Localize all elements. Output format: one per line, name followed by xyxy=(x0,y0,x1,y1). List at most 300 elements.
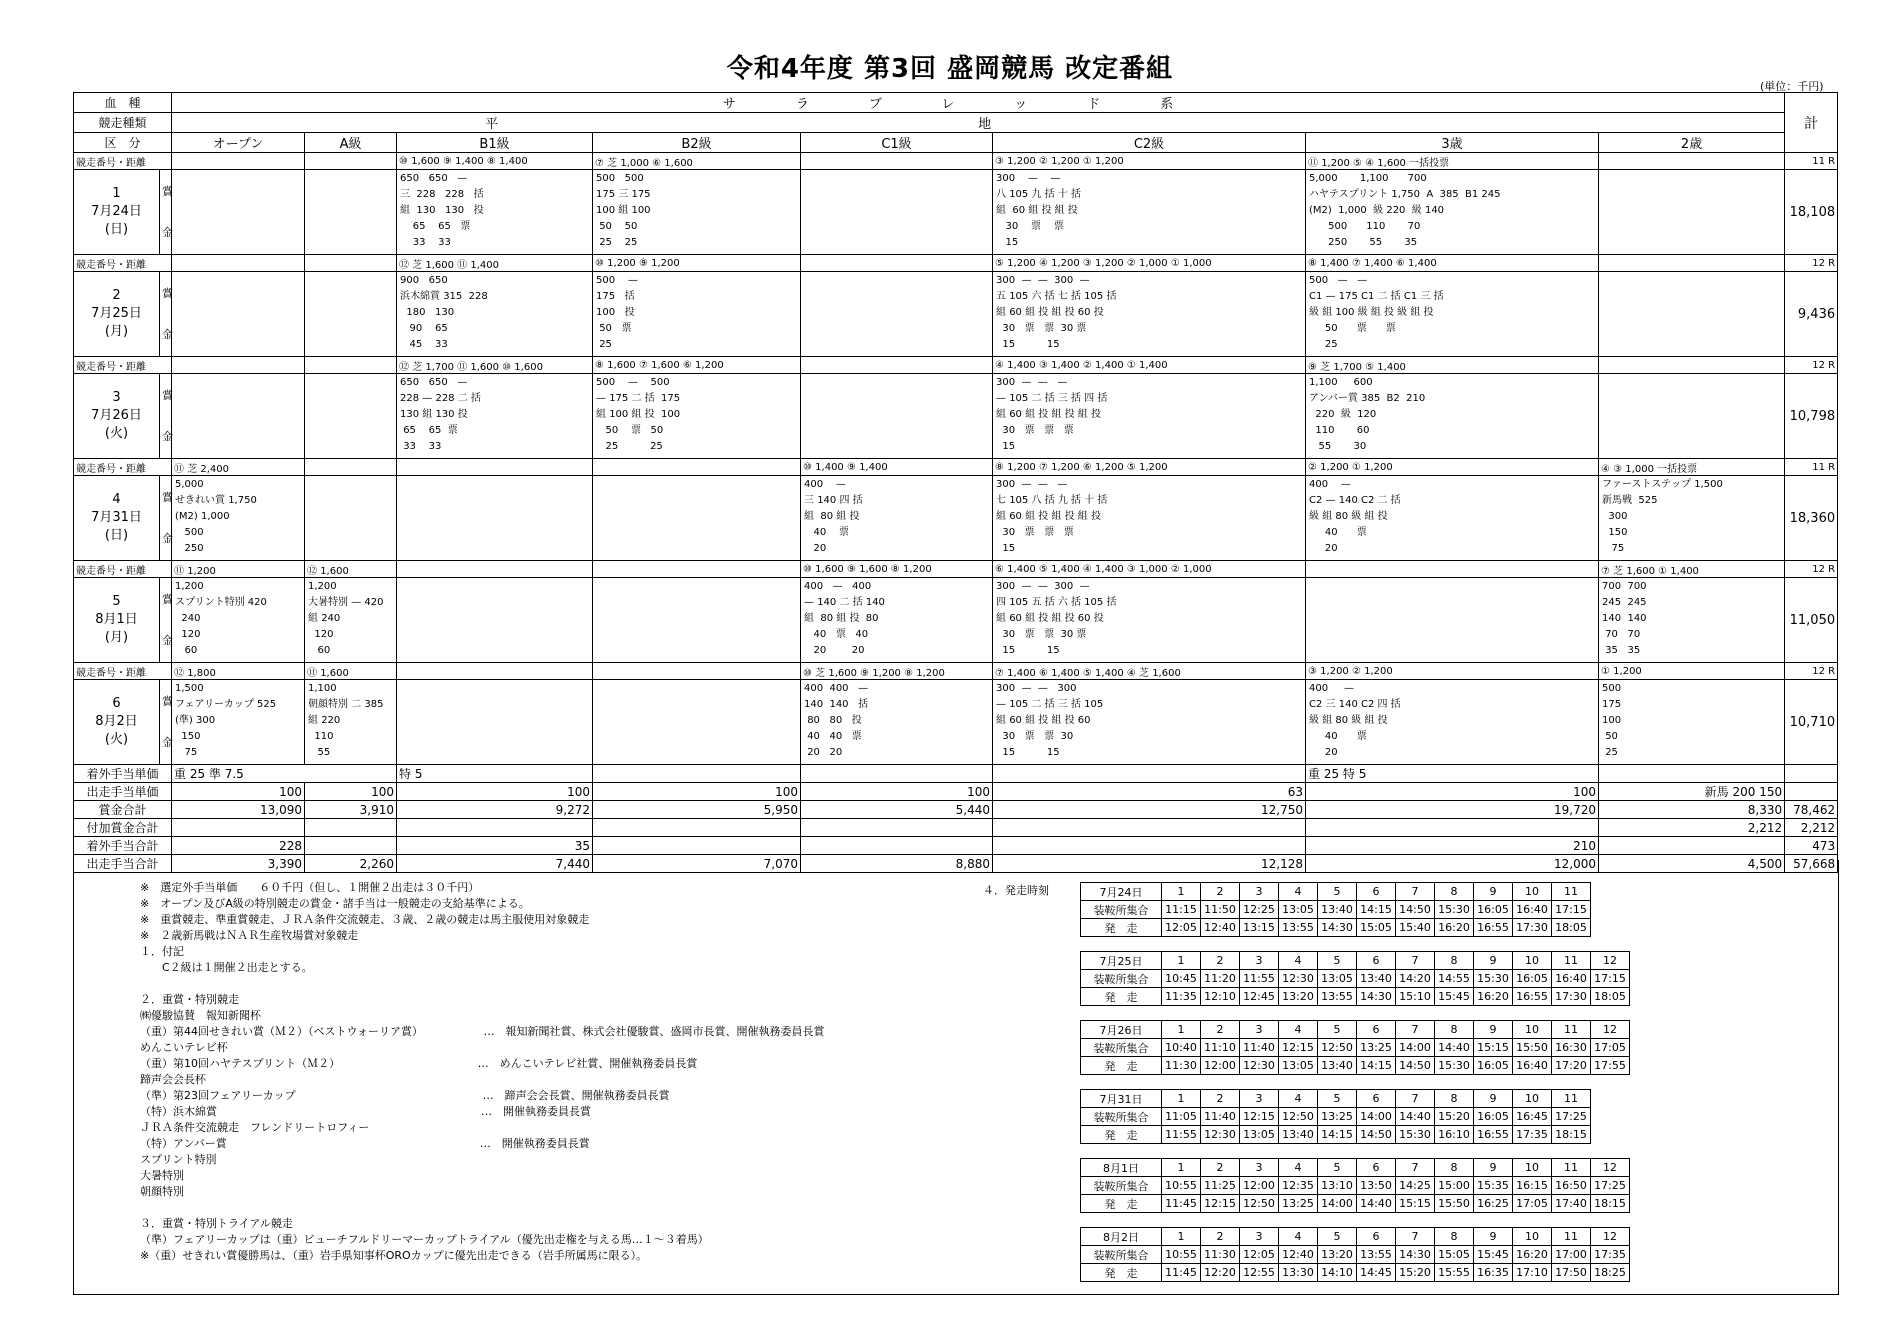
row-total: 78,462 xyxy=(1785,801,1838,819)
row-value: 12,128 xyxy=(993,855,1306,873)
class-2: B1級 xyxy=(397,133,593,153)
row-value xyxy=(593,819,801,837)
hasso-time: 13:55 xyxy=(1318,988,1357,1006)
note-line: ㈱優駿協賛 報知新聞杯 xyxy=(140,1009,261,1022)
date-line: 4 xyxy=(112,492,121,507)
prize-lines: 500 500 175 三 175 100 組 100 50 50 25 25 xyxy=(596,173,651,248)
hasso-time: 14:50 xyxy=(1357,1126,1396,1144)
shokin-label xyxy=(160,170,172,255)
shugo-time: 14:40 xyxy=(1396,1108,1435,1126)
label-ketto: 血 種 xyxy=(74,93,172,113)
race-no: 5 xyxy=(1318,1021,1357,1039)
shugo-time: 12:50 xyxy=(1318,1039,1357,1057)
hasso-time: 18:05 xyxy=(1552,919,1591,937)
prize-lines: 400 — 三 140 四 括 組 80 組 投 40 票 20 xyxy=(804,479,863,554)
day-total: 9,436 xyxy=(1785,272,1838,357)
note-line: ＪＲＡ条件交流競走 フレンドリートロフィー xyxy=(140,1121,370,1134)
shugo-time: 12:30 xyxy=(1279,970,1318,988)
shugo-time: 11:55 xyxy=(1240,970,1279,988)
prize-lines: 300 — — — — 105 二 括 三 括 四 括 組 60 組 投 組 投 組 投 30 票 票 票 15 xyxy=(996,377,1108,452)
race-no: 11 xyxy=(1552,1090,1591,1108)
dist-cell xyxy=(801,357,993,374)
shugo-time: 12:50 xyxy=(1279,1108,1318,1126)
shugo-time: 10:55 xyxy=(1162,1177,1201,1195)
prize-cell xyxy=(801,272,993,357)
race-no: 9 xyxy=(1474,1090,1513,1108)
hasso-time: 16:55 xyxy=(1474,919,1513,937)
race-no: 12 xyxy=(1591,1021,1630,1039)
race-no: 10 xyxy=(1513,1021,1552,1039)
prize-cell xyxy=(1306,374,1599,459)
day-label: 8月1日 xyxy=(1081,1159,1162,1177)
dist-cell xyxy=(593,459,801,476)
hasso-time: 16:20 xyxy=(1474,988,1513,1006)
prize-lines: 650 650 — 228 — 228 二 括 130 組 130 投 65 65 票 33 33 xyxy=(400,377,481,452)
date-cell xyxy=(74,476,160,561)
race-no: 12 xyxy=(1591,1159,1630,1177)
kin-char: 金 xyxy=(162,328,173,341)
prize-cell xyxy=(593,374,801,459)
row-value xyxy=(593,837,801,855)
dist-cell: ⑪ 芝 2,400 xyxy=(172,459,305,476)
dist-cell: ⑤ 1,200 ④ 1,200 ③ 1,200 ② 1,000 ① 1,000 xyxy=(993,255,1306,272)
dist-cell xyxy=(305,255,397,272)
shugo-time: 13:05 xyxy=(1279,901,1318,919)
shugo-time: 16:40 xyxy=(1552,970,1591,988)
dist-cell xyxy=(801,153,993,170)
row-label: 着外手当合計 xyxy=(74,837,172,855)
hasso-time: 17:30 xyxy=(1552,988,1591,1006)
dist-row xyxy=(74,255,1838,272)
hasso-time: 12:45 xyxy=(1240,988,1279,1006)
prize-lines: 500 — 500 — 175 二 括 175 組 100 組 投 100 50 票 50 25 25 xyxy=(596,377,681,452)
prize-cell xyxy=(305,476,397,561)
prize-cell xyxy=(1599,170,1785,255)
prize-cell xyxy=(1306,476,1599,561)
hasso-time: 15:10 xyxy=(1396,988,1435,1006)
header-row-class xyxy=(74,133,1838,153)
race-no: 11 xyxy=(1552,883,1591,901)
shugo-time: 11:05 xyxy=(1162,1108,1201,1126)
dist-label: 競走番号・距離 xyxy=(74,153,172,170)
shugo-row xyxy=(1081,1108,1591,1126)
hasso-label: 発 走 xyxy=(1081,919,1162,937)
row-value: 4,500 xyxy=(1599,855,1785,873)
hasso-time: 11:45 xyxy=(1162,1264,1201,1282)
race-count: 12 R xyxy=(1785,663,1838,680)
race-count: 12 R xyxy=(1785,561,1838,578)
hasso-time: 17:10 xyxy=(1513,1264,1552,1282)
day-total: 11,050 xyxy=(1785,578,1838,663)
hasso-time: 17:35 xyxy=(1513,1126,1552,1144)
race-day-row xyxy=(74,680,1838,765)
race-no: 8 xyxy=(1435,883,1474,901)
race-no: 10 xyxy=(1513,952,1552,970)
hasso-time: 12:00 xyxy=(1201,1057,1240,1075)
race-no: 6 xyxy=(1357,1228,1396,1246)
shugo-time: 15:15 xyxy=(1474,1039,1513,1057)
row-value xyxy=(1306,819,1599,837)
race-no-row xyxy=(1081,1090,1591,1108)
tyakugai-gokei-row xyxy=(74,837,1838,855)
shugo-time: 13:25 xyxy=(1357,1039,1396,1057)
dist-cell xyxy=(397,561,593,578)
shugo-time: 11:50 xyxy=(1201,901,1240,919)
row-value xyxy=(305,837,397,855)
hasso-time: 13:40 xyxy=(1318,1057,1357,1075)
shugo-row xyxy=(1081,901,1591,919)
row-value: 3,910 xyxy=(305,801,397,819)
row-value: 100 xyxy=(1306,783,1599,801)
date-line: (日) xyxy=(104,222,129,237)
row-label: 出走手当単価 xyxy=(74,783,172,801)
shugo-time: 16:50 xyxy=(1552,1177,1591,1195)
row-value xyxy=(397,819,593,837)
hasso-time: 13:05 xyxy=(1240,1126,1279,1144)
hasso-time: 15:20 xyxy=(1396,1264,1435,1282)
shugo-time: 10:40 xyxy=(1162,1039,1201,1057)
prize-cell xyxy=(397,272,593,357)
shokin-label xyxy=(160,680,172,765)
dist-cell xyxy=(397,663,593,680)
shugo-time: 13:40 xyxy=(1357,970,1396,988)
row-value xyxy=(801,837,993,855)
row-value: 7,440 xyxy=(397,855,593,873)
class-0: オープン xyxy=(172,133,305,153)
prize-cell xyxy=(1599,476,1785,561)
prize-cell xyxy=(593,476,801,561)
note-line: １．付記 xyxy=(140,945,184,958)
hasso-time: 13:05 xyxy=(1279,1057,1318,1075)
total-header: 計 xyxy=(1785,93,1838,153)
shugo-time: 17:25 xyxy=(1591,1177,1630,1195)
row-value: 8,880 xyxy=(801,855,993,873)
dist-cell: ① 1,200 xyxy=(1599,663,1785,680)
hasso-time: 16:25 xyxy=(1474,1195,1513,1213)
dist-cell: ⑧ 1,400 ⑦ 1,400 ⑥ 1,400 xyxy=(1306,255,1599,272)
shugo-time: 15:30 xyxy=(1435,901,1474,919)
date-line: (火) xyxy=(104,426,129,441)
race-no-row xyxy=(1081,952,1630,970)
hasso-time: 15:50 xyxy=(1435,1195,1474,1213)
hasso-time: 15:45 xyxy=(1435,988,1474,1006)
race-no-row xyxy=(1081,1159,1630,1177)
unit-note: (単位：千円) xyxy=(1760,80,1824,93)
race-day-row xyxy=(74,170,1838,255)
hasso-time: 17:30 xyxy=(1513,919,1552,937)
shugo-time: 15:20 xyxy=(1435,1108,1474,1126)
hasso-time: 18:15 xyxy=(1552,1126,1591,1144)
date-line: 7月31日 xyxy=(91,510,142,525)
prize-lines: 500 — — C1 — 175 C1 二 括 C1 三 括 級 組 100 級 組 投 級 組 投 50 票 票 25 xyxy=(1309,275,1444,350)
prize-lines: 500 — 175 括 100 投 50 票 25 xyxy=(596,275,638,350)
race-no: 2 xyxy=(1201,952,1240,970)
prize-cell xyxy=(1306,578,1599,663)
hasso-time: 13:15 xyxy=(1240,919,1279,937)
prize-cell xyxy=(305,680,397,765)
hasso-time: 12:30 xyxy=(1201,1126,1240,1144)
dist-cell: ⑩ 芝 1,600 ⑨ 1,200 ⑧ 1,200 xyxy=(801,663,993,680)
hasso-time: 16:20 xyxy=(1435,919,1474,937)
shugo-time: 13:50 xyxy=(1357,1177,1396,1195)
race-no: 11 xyxy=(1552,1159,1591,1177)
hasso-time: 12:10 xyxy=(1201,988,1240,1006)
race-no: 10 xyxy=(1513,883,1552,901)
shugo-time: 12:40 xyxy=(1279,1246,1318,1264)
kin-char: 金 xyxy=(162,532,173,545)
hasso-time: 15:40 xyxy=(1396,919,1435,937)
prize-cell xyxy=(172,272,305,357)
prize-cell xyxy=(172,374,305,459)
row-value: 5,950 xyxy=(593,801,801,819)
race-no: 1 xyxy=(1162,1159,1201,1177)
dist-cell: ⑩ 1,400 ⑨ 1,400 xyxy=(801,459,993,476)
row-value: 8,330 xyxy=(1599,801,1785,819)
row-label: 出走手当合計 xyxy=(74,855,172,873)
class-6: 3歳 xyxy=(1306,133,1599,153)
hasso-time: 15:30 xyxy=(1435,1057,1474,1075)
dist-label: 競走番号・距離 xyxy=(74,357,172,374)
race-no: 8 xyxy=(1435,1021,1474,1039)
hasso-time: 17:20 xyxy=(1552,1057,1591,1075)
day-label: 7月26日 xyxy=(1081,1021,1162,1039)
prize-lines: 1,200 スプリント特別 420 240 120 60 xyxy=(175,581,267,656)
row-value: 100 xyxy=(801,783,993,801)
shokin-gokei-row xyxy=(74,801,1838,819)
date-cell xyxy=(74,578,160,663)
hasso-label: 発 走 xyxy=(1081,1195,1162,1213)
shugo-time: 16:05 xyxy=(1474,901,1513,919)
shokin-label xyxy=(160,578,172,663)
shugo-row xyxy=(1081,970,1630,988)
note-line: （重）第44回せきれい賞（Ｍ２）（ベストウォーリア賞） … 報知新聞社賞、株式会社優駿賞、盛岡市長賞、開催執務委員長賞 xyxy=(140,1025,825,1038)
prize-cell xyxy=(1599,680,1785,765)
shugo-time: 17:00 xyxy=(1552,1246,1591,1264)
race-no: 5 xyxy=(1318,1090,1357,1108)
prize-cell xyxy=(172,578,305,663)
hasso-time: 17:40 xyxy=(1552,1195,1591,1213)
dist-cell: ⑧ 1,200 ⑦ 1,200 ⑥ 1,200 ⑤ 1,200 xyxy=(993,459,1306,476)
shokin-label xyxy=(160,272,172,357)
note-line: （準）フェアリーカップは（重）ビューチフルドリーマーカップトライアル（優先出走権を与える馬…１～３着馬） xyxy=(140,1233,709,1246)
prize-cell xyxy=(305,272,397,357)
sho-char: 賞 xyxy=(162,287,173,300)
hasso-row xyxy=(1081,1195,1630,1213)
dist-label: 競走番号・距離 xyxy=(74,561,172,578)
prize-lines: 400 — 400 — 140 二 括 140 組 80 組 投 80 40 票 40 20 20 xyxy=(804,581,885,656)
hasso-time: 17:05 xyxy=(1513,1195,1552,1213)
note-line: （準）第23回フェアリーカップ … 蹄声会会長賞、開催執務委員長賞 xyxy=(140,1089,670,1102)
note-line: ※ ２歳新馬戦はＮＡＲ生産牧場賞対象競走 xyxy=(140,929,359,942)
race-no: 3 xyxy=(1240,1159,1279,1177)
hasso-time: 14:15 xyxy=(1357,1057,1396,1075)
shokin-label xyxy=(160,374,172,459)
hasso-time: 18:05 xyxy=(1591,988,1630,1006)
shugo-row xyxy=(1081,1039,1630,1057)
prize-cell xyxy=(593,170,801,255)
hasso-time: 14:40 xyxy=(1357,1195,1396,1213)
race-no: 5 xyxy=(1318,1228,1357,1246)
race-no: 5 xyxy=(1318,952,1357,970)
dist-row xyxy=(74,459,1838,476)
race-no: 12 xyxy=(1591,1228,1630,1246)
day-total: 10,710 xyxy=(1785,680,1838,765)
row-total: 2,212 xyxy=(1785,819,1838,837)
shugo-label: 装鞍所集合 xyxy=(1081,901,1162,919)
hasso-time: 16:05 xyxy=(1474,1057,1513,1075)
shugo-time: 13:20 xyxy=(1318,1246,1357,1264)
dist-cell: ⑧ 1,600 ⑦ 1,600 ⑥ 1,200 xyxy=(593,357,801,374)
row-value: 12,000 xyxy=(1306,855,1599,873)
race-count: 11 R xyxy=(1785,459,1838,476)
shugo-time: 16:15 xyxy=(1513,1177,1552,1195)
race-day-row xyxy=(74,272,1838,357)
hasso-time: 16:40 xyxy=(1513,1057,1552,1075)
label-kubun: 区 分 xyxy=(74,133,172,153)
dist-cell xyxy=(801,255,993,272)
prize-lines: 300 — — 300 — 四 105 五 括 六 括 105 括 組 60 組 投 組 投 60 投 30 票 票 30 票 15 15 xyxy=(996,581,1117,656)
hasso-label: 発 走 xyxy=(1081,1057,1162,1075)
shugo-time: 17:05 xyxy=(1591,1039,1630,1057)
dist-label: 競走番号・距離 xyxy=(74,255,172,272)
shugo-time: 15:45 xyxy=(1474,1246,1513,1264)
prize-lines: ファーストステップ 1,500 新馬戦 525 300 150 75 xyxy=(1602,479,1723,554)
dist-cell: ⑪ 1,200 xyxy=(172,561,305,578)
race-no: 9 xyxy=(1474,1159,1513,1177)
page-title: 令和4年度 第3回 盛岡競馬 改定番組 xyxy=(726,54,1174,84)
row-label: 付加賞金合計 xyxy=(74,819,172,837)
race-no: 3 xyxy=(1240,952,1279,970)
dist-cell: ⑫ 1,800 xyxy=(172,663,305,680)
dist-cell xyxy=(305,153,397,170)
note-line: （特）浜木綿賞 … 開催執務委員長賞 xyxy=(140,1105,591,1118)
dist-cell xyxy=(305,357,397,374)
note-line: スプリント特別 xyxy=(140,1153,217,1166)
note-line xyxy=(140,1200,825,1216)
race-no: 6 xyxy=(1357,1159,1396,1177)
hasso-time: 12:05 xyxy=(1162,919,1201,937)
hasso-time: 17:55 xyxy=(1591,1057,1630,1075)
notes xyxy=(140,880,825,1264)
row-value xyxy=(993,819,1306,837)
hasso-time: 12:30 xyxy=(1240,1057,1279,1075)
class-4: C1級 xyxy=(801,133,993,153)
race-no: 3 xyxy=(1240,1090,1279,1108)
shugo-label: 装鞍所集合 xyxy=(1081,1039,1162,1057)
dist-cell xyxy=(172,153,305,170)
hasso-time: 18:25 xyxy=(1591,1264,1630,1282)
row-value xyxy=(1599,837,1785,855)
date-line: 8月2日 xyxy=(95,714,138,729)
hasso-time: 14:15 xyxy=(1318,1126,1357,1144)
shugo-time: 12:15 xyxy=(1240,1108,1279,1126)
day-total: 18,108 xyxy=(1785,170,1838,255)
day-label: 7月24日 xyxy=(1081,883,1162,901)
note-line: （重）第10回ハヤテスプリント（Ｍ２） … めんこいテレビ社賞、開催執務委員長賞 xyxy=(140,1057,698,1070)
shugo-time: 17:15 xyxy=(1591,970,1630,988)
hasso-time: 13:55 xyxy=(1279,919,1318,937)
shugo-label: 装鞍所集合 xyxy=(1081,970,1162,988)
shugo-time: 16:20 xyxy=(1513,1246,1552,1264)
row-total: 57,668 xyxy=(1785,855,1838,873)
start-time-table xyxy=(1080,951,1630,1006)
race-no: 7 xyxy=(1396,883,1435,901)
note-line: ３．重賞・特別トライアル競走 xyxy=(140,1217,293,1230)
row-value: 210 xyxy=(1306,837,1599,855)
date-cell xyxy=(74,680,160,765)
hasso-time: 14:30 xyxy=(1318,919,1357,937)
shugo-time: 17:15 xyxy=(1552,901,1591,919)
class-1: A級 xyxy=(305,133,397,153)
shugo-time: 17:35 xyxy=(1591,1246,1630,1264)
dist-cell: ⑩ 1,600 ⑨ 1,600 ⑧ 1,200 xyxy=(801,561,993,578)
dist-cell: ④ ③ 1,000 一括投票 xyxy=(1599,459,1785,476)
shugo-time: 11:20 xyxy=(1201,970,1240,988)
prize-lines: 300 — — 300 — 105 二 括 三 括 105 組 60 組 投 組 投 60 30 票 票 30 15 15 xyxy=(996,683,1104,758)
fuka-gokei-row xyxy=(74,819,1838,837)
dist-cell: ② 1,200 ① 1,200 xyxy=(1306,459,1599,476)
race-no: 1 xyxy=(1162,952,1201,970)
kin-char: 金 xyxy=(162,430,173,443)
hasso-time: 13:25 xyxy=(1279,1195,1318,1213)
shugo-row xyxy=(1081,1177,1630,1195)
shugo-time: 16:40 xyxy=(1513,901,1552,919)
hasso-time: 15:15 xyxy=(1396,1195,1435,1213)
class-7: 2歳 xyxy=(1599,133,1785,153)
race-no: 9 xyxy=(1474,1228,1513,1246)
dist-cell: ⑫ 芝 1,700 ⑪ 1,600 ⑩ 1,600 xyxy=(397,357,593,374)
shugo-label: 装鞍所集合 xyxy=(1081,1108,1162,1126)
date-line: 7月26日 xyxy=(91,408,142,423)
shugo-time: 14:00 xyxy=(1396,1039,1435,1057)
prize-cell xyxy=(993,476,1306,561)
date-line: 7月24日 xyxy=(91,204,142,219)
race-day-row xyxy=(74,476,1838,561)
race-no: 3 xyxy=(1240,883,1279,901)
prize-cell xyxy=(801,476,993,561)
race-no: 7 xyxy=(1396,952,1435,970)
race-no: 9 xyxy=(1474,1021,1513,1039)
hasso-time: 14:00 xyxy=(1318,1195,1357,1213)
shugo-time: 10:45 xyxy=(1162,970,1201,988)
shugo-time: 12:25 xyxy=(1240,901,1279,919)
prize-lines: 1,500 フェアリーカップ 525 (準) 300 150 75 xyxy=(175,683,277,758)
hasso-time: 16:55 xyxy=(1513,988,1552,1006)
prize-cell xyxy=(397,170,593,255)
race-no: 1 xyxy=(1162,883,1201,901)
race-no: 4 xyxy=(1279,1090,1318,1108)
shugo-time: 14:30 xyxy=(1396,1246,1435,1264)
prize-cell xyxy=(172,170,305,255)
race-no: 9 xyxy=(1474,883,1513,901)
race-no: 7 xyxy=(1396,1021,1435,1039)
race-day-row xyxy=(74,374,1838,459)
row-value: 2,260 xyxy=(305,855,397,873)
class-3: B2級 xyxy=(593,133,801,153)
hasso-row xyxy=(1081,1264,1630,1282)
prize-cell xyxy=(801,170,993,255)
race-no: 11 xyxy=(1552,1021,1591,1039)
date-line: (火) xyxy=(104,732,129,747)
race-no: 6 xyxy=(1357,952,1396,970)
prize-cell xyxy=(1599,578,1785,663)
dist-cell xyxy=(305,459,397,476)
program-table xyxy=(73,92,1838,873)
prize-lines: 300 — — 300 — 五 105 六 括 七 括 105 括 組 60 組 投 組 投 60 投 30 票 票 30 票 15 15 xyxy=(996,275,1117,350)
row-value: 新馬 200 150 xyxy=(1599,783,1785,801)
hasso-time: 12:50 xyxy=(1240,1195,1279,1213)
prize-cell xyxy=(397,476,593,561)
